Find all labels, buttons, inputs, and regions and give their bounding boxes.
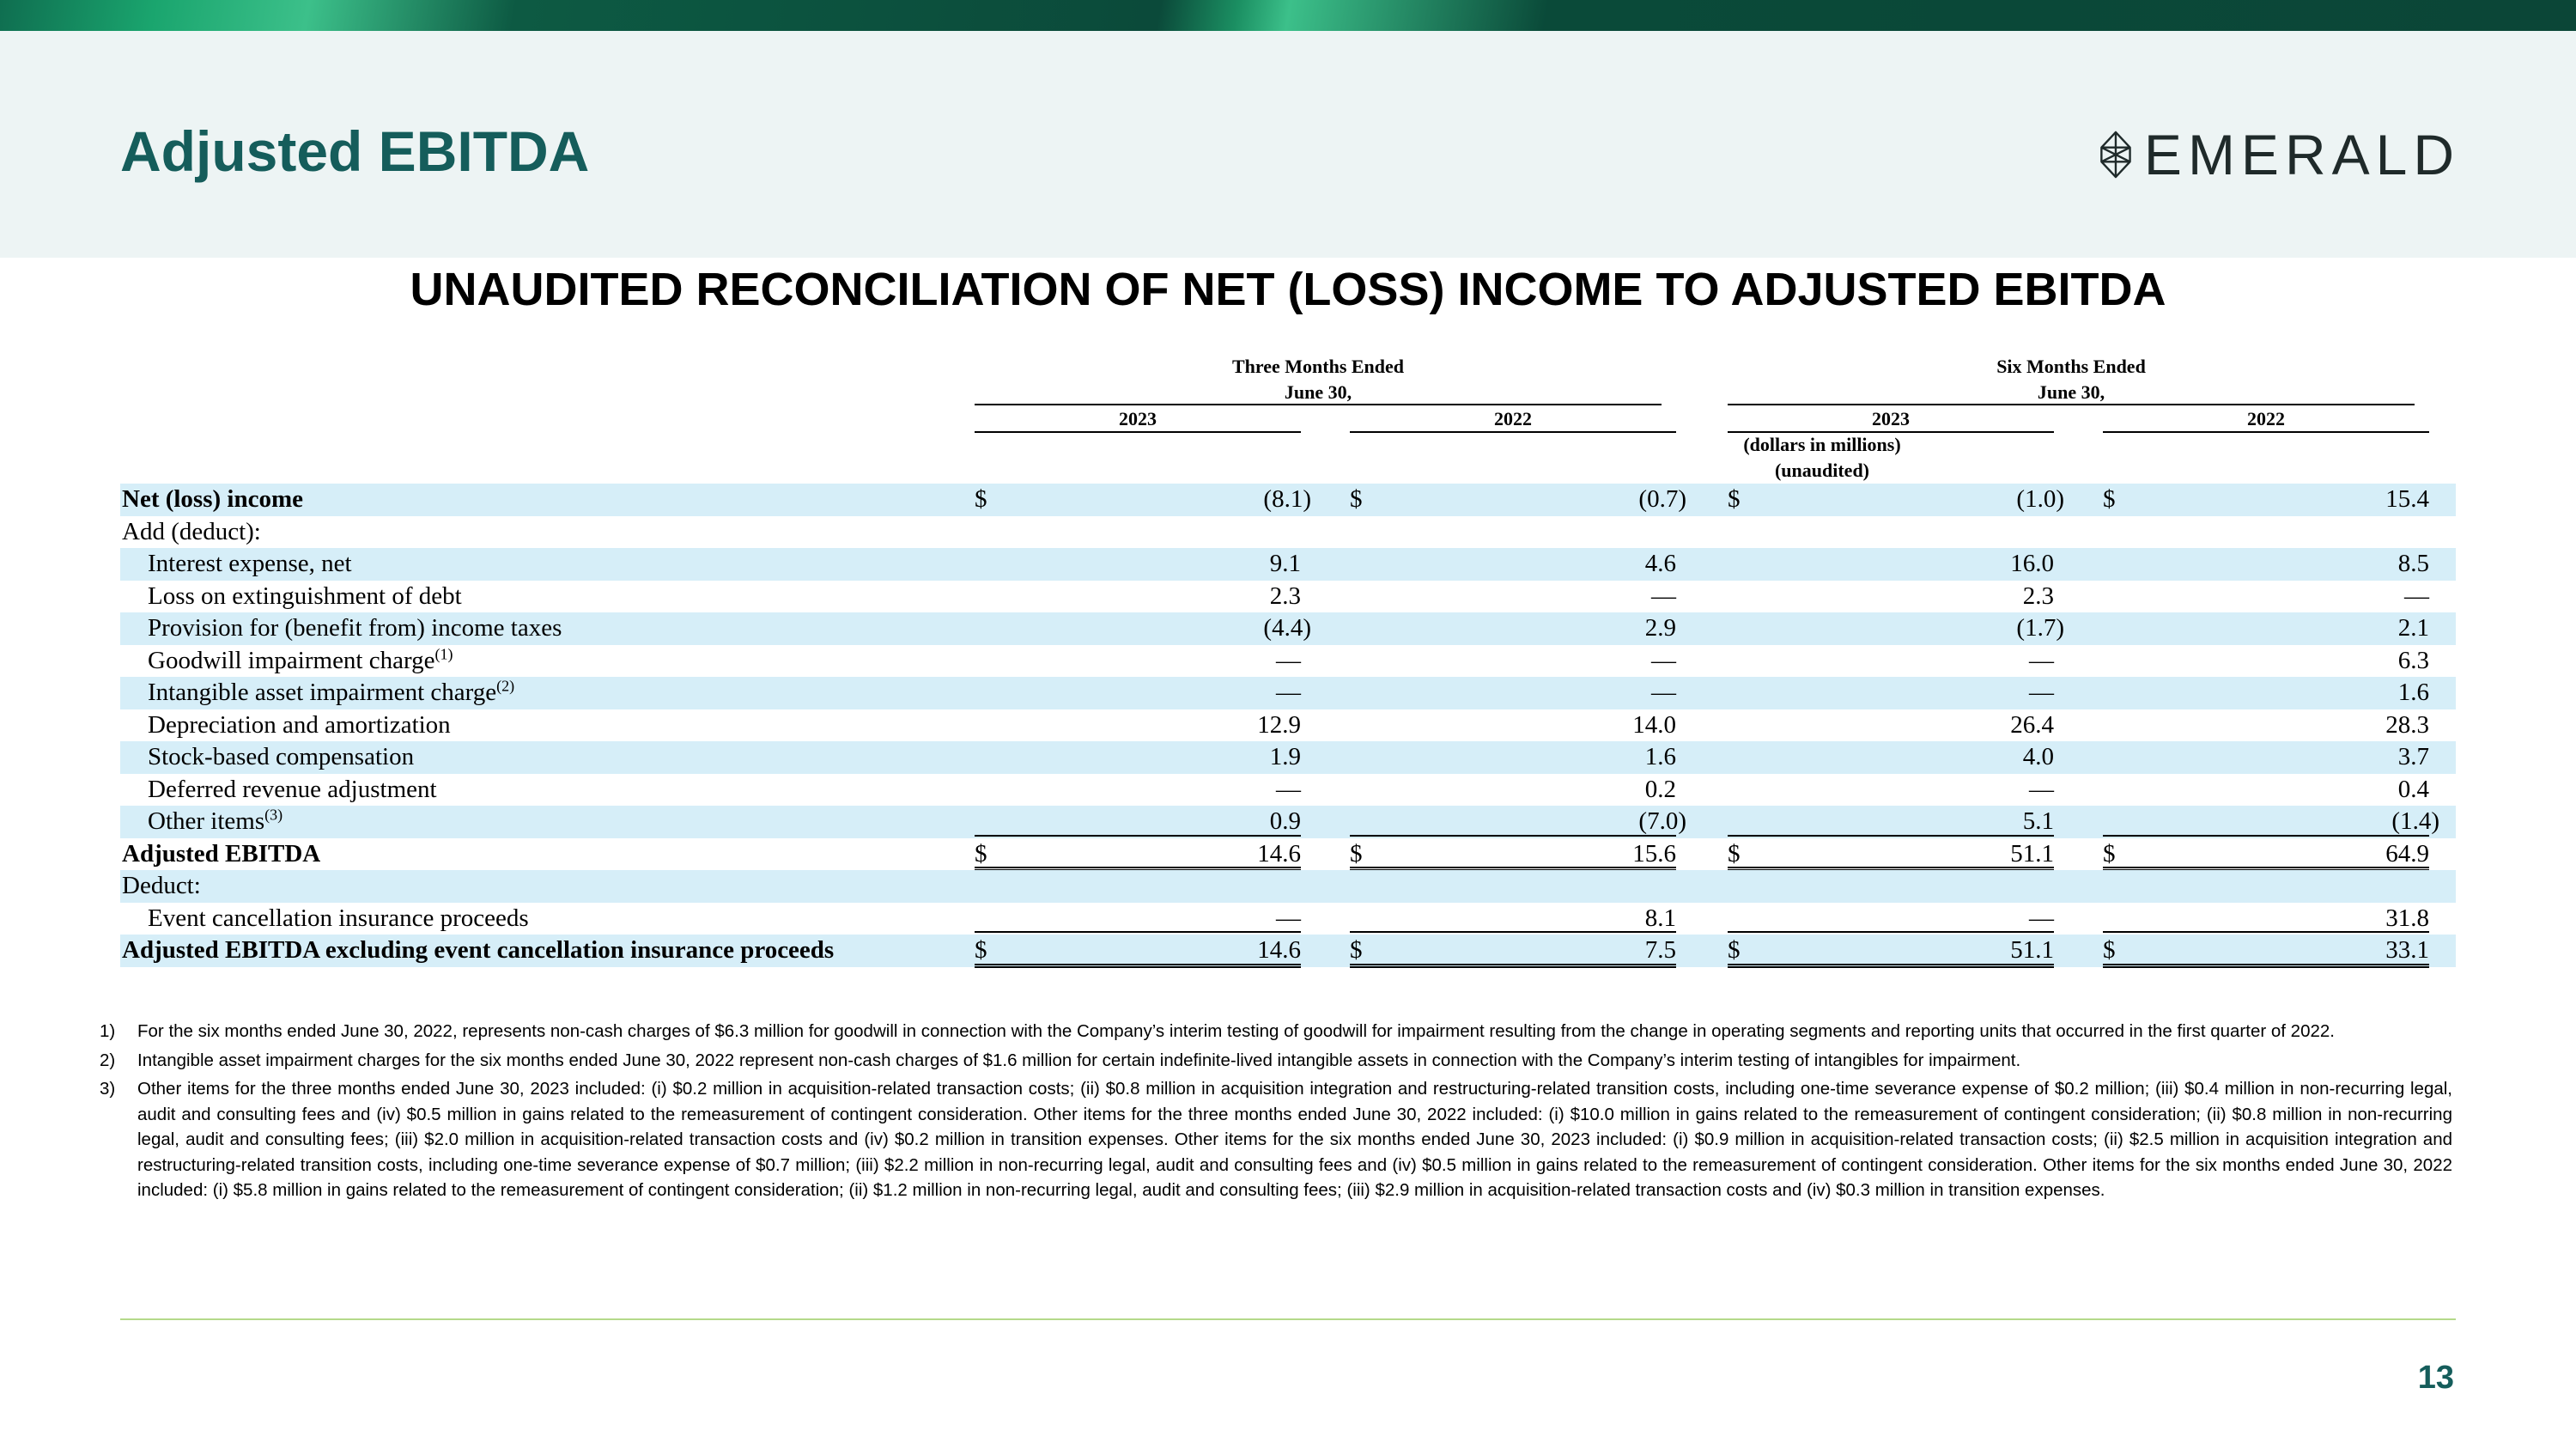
table-row bbox=[120, 516, 2456, 549]
table-cell: 15.4 bbox=[2385, 485, 2429, 513]
table-row bbox=[120, 870, 2456, 903]
row-label bbox=[122, 516, 261, 549]
currency-symbol: $ bbox=[975, 936, 987, 964]
table-cell: — bbox=[2029, 775, 2054, 803]
row-label-text: Deduct: bbox=[122, 872, 201, 899]
table-row bbox=[120, 581, 2456, 613]
table-cell: 5.1 bbox=[2022, 807, 2054, 835]
row-label bbox=[148, 903, 529, 935]
table-cell: 2.9 bbox=[1644, 614, 1676, 642]
group-header-line1: Six Months Ended bbox=[1996, 356, 2146, 377]
table-cell: 8.5 bbox=[2397, 550, 2429, 577]
logo-wordmark: EMERALD bbox=[2143, 123, 2460, 186]
table-cell: — bbox=[1651, 646, 1676, 674]
row-label bbox=[148, 741, 414, 774]
year-header: 2023 bbox=[1119, 408, 1157, 429]
year-rule bbox=[2103, 431, 2429, 433]
footnote-text: For the six months ended June 30, 2022, represents non-cash charges of $6.3 million for goodwill in connection with the Company’s interim testing of goodwill for impairment resulting from the change in operating segments and reporting units that occurred in the first quarter of 2022. bbox=[137, 1021, 2335, 1041]
column-group-header bbox=[1728, 354, 2415, 405]
group-header-line2: June 30, bbox=[1284, 381, 1352, 403]
bottom-divider bbox=[120, 1318, 2456, 1320]
row-label-text: Stock-based compensation bbox=[148, 743, 415, 770]
table-cell: — bbox=[1276, 775, 1301, 803]
footnote-number: 3) bbox=[100, 1079, 116, 1099]
table-row bbox=[120, 903, 2456, 935]
column-group-header bbox=[975, 354, 1662, 405]
table-row bbox=[120, 838, 2456, 871]
footnote-number: 2) bbox=[100, 1050, 116, 1070]
table-cell: (8.1) bbox=[1263, 485, 1311, 513]
row-label bbox=[122, 484, 303, 516]
table-cell: 2.1 bbox=[2397, 614, 2429, 642]
table-cell: 12.9 bbox=[1257, 710, 1301, 739]
group-header-line2: June 30, bbox=[2037, 381, 2105, 403]
table-cell: — bbox=[1651, 679, 1676, 706]
table-cell: 33.1 bbox=[2385, 936, 2429, 964]
footnote bbox=[100, 1019, 2452, 1044]
year-header: 2022 bbox=[1494, 408, 1532, 429]
table-cell: 0.9 bbox=[1269, 807, 1301, 835]
table-row bbox=[120, 935, 2456, 967]
row-label-text: Add (deduct): bbox=[122, 517, 261, 545]
footnote-marker: (1) bbox=[434, 644, 453, 662]
row-label-text: Loss on extinguishment of debt bbox=[148, 581, 462, 610]
table-cell: 51.1 bbox=[2010, 936, 2054, 964]
table-cell: — bbox=[2029, 679, 2054, 706]
table-cell: 0.4 bbox=[2397, 775, 2429, 803]
year-rule bbox=[975, 431, 1301, 433]
currency-symbol: $ bbox=[1728, 839, 1741, 868]
table-cell: 4.0 bbox=[2022, 743, 2054, 770]
currency-symbol: $ bbox=[1350, 839, 1363, 868]
table-cell: — bbox=[2029, 904, 2054, 932]
table-cell: 8.1 bbox=[1644, 904, 1676, 932]
units-note bbox=[1522, 432, 2123, 484]
currency-symbol: $ bbox=[1728, 485, 1741, 513]
top-gradient-band bbox=[0, 0, 2576, 31]
row-label-text: Goodwill impairment charge bbox=[148, 646, 435, 674]
table-row bbox=[120, 548, 2456, 581]
table-cell: 9.1 bbox=[1269, 550, 1301, 577]
table-cell: 7.5 bbox=[1644, 936, 1676, 964]
table-cell: 64.9 bbox=[2385, 839, 2429, 868]
row-label-text: Adjusted EBITDA excluding event cancellation insurance proceeds bbox=[122, 936, 835, 964]
row-label-text: Other items bbox=[148, 807, 265, 835]
footnotes bbox=[100, 1019, 2452, 1207]
row-label-text: Adjusted EBITDA bbox=[122, 839, 321, 868]
table-row bbox=[120, 806, 2456, 838]
table-cell: 1.6 bbox=[2397, 679, 2429, 706]
row-label bbox=[122, 870, 201, 903]
currency-symbol: $ bbox=[2103, 485, 2116, 513]
footnote-number: 1) bbox=[100, 1021, 116, 1041]
table-cell: 51.1 bbox=[2010, 839, 2054, 868]
table-row bbox=[120, 741, 2456, 774]
row-label bbox=[122, 838, 320, 871]
year-header: 2022 bbox=[2247, 408, 2285, 429]
table-cell: (1.4) bbox=[2391, 807, 2439, 835]
table-cell: 14.0 bbox=[1632, 710, 1676, 739]
table-cell: 6.3 bbox=[2397, 646, 2429, 674]
row-label-text: Interest expense, net bbox=[148, 550, 352, 577]
emerald-logo bbox=[2099, 112, 2460, 198]
table-cell: (0.7) bbox=[1638, 485, 1686, 513]
emerald-logo-icon bbox=[2099, 113, 2132, 196]
footnote-marker: (2) bbox=[496, 677, 515, 695]
row-label bbox=[148, 774, 437, 807]
row-label-text: Net (loss) income bbox=[122, 485, 304, 513]
table-cell: — bbox=[2029, 646, 2054, 674]
table-cell: — bbox=[1276, 904, 1301, 932]
row-label bbox=[148, 806, 283, 838]
page-title: Adjusted EBITDA bbox=[120, 119, 590, 183]
row-label bbox=[148, 677, 514, 709]
table-cell: 14.6 bbox=[1257, 936, 1301, 964]
currency-symbol: $ bbox=[1350, 936, 1363, 964]
table-cell: (1.0) bbox=[2016, 485, 2064, 513]
table-cell: 15.6 bbox=[1632, 839, 1676, 868]
row-label-text: Event cancellation insurance proceeds bbox=[148, 904, 529, 932]
table-cell: — bbox=[2404, 581, 2429, 610]
row-label bbox=[148, 645, 453, 678]
currency-symbol: $ bbox=[1728, 936, 1741, 964]
table-cell: — bbox=[1651, 581, 1676, 610]
currency-symbol: $ bbox=[2103, 839, 2116, 868]
row-label bbox=[148, 548, 352, 581]
row-label bbox=[148, 581, 462, 613]
table-cell: 1.6 bbox=[1644, 743, 1676, 770]
table-cell: 4.6 bbox=[1644, 550, 1676, 577]
table-cell: — bbox=[1276, 679, 1301, 706]
table-cell: 2.3 bbox=[2022, 581, 2054, 610]
table-row bbox=[120, 645, 2456, 678]
currency-symbol: $ bbox=[975, 485, 987, 513]
table-cell: (1.7) bbox=[2016, 614, 2064, 642]
page-number: 13 bbox=[2417, 1360, 2454, 1396]
footnote-marker: (3) bbox=[264, 806, 283, 824]
row-label bbox=[148, 612, 562, 645]
currency-symbol: $ bbox=[975, 839, 987, 868]
table-cell: (4.4) bbox=[1263, 614, 1311, 642]
year-header: 2023 bbox=[1872, 408, 1910, 429]
table-cell: 0.2 bbox=[1644, 775, 1676, 803]
table-cell: 26.4 bbox=[2010, 710, 2054, 739]
footnote-text: Other items for the three months ended June 30, 2023 included: (i) $0.2 million in acquisition-related transaction costs; (ii) $0.8 million in acquisition integration and restructuring-related transition costs, including one-time severance expense of $0.2 million; (iii) $0.4 million in non-recurring legal, audit and consulting fees and (iv) $0.5 million in gains related to the remeasurement of contingent consideration. Other items for the three months ended June 30, 2022 included: (i) $10.0 million in gains related to the remeasurement of contingent consideration; (ii) $0.8 million in non-recurring legal, audit and consulting fees; (iii) $2.0 million in acquisition-related transaction costs and (iv) $0.2 million in transition expenses. Other items for the six months ended June 30, 2023 included: (i) $0.9 million in acquisition-related transaction costs; (ii) $2.5 million in acquisition integration and restructuring-related transition costs, including one-time severance expense of $0.7 million; (iii) $2.2 million in non-recurring legal, audit and consulting fees and (iv) $0.5 million in gains related to the remeasurement of contingent consideration. Other items for the six months ended June 30, 2022 included: (i) $5.8 million in gains related to the remeasurement of contingent consideration; (ii) $1.2 million in non-recurring legal, audit and consulting fees; (iii) $2.9 million in acquisition-related transaction costs and (iv) $0.3 million in transition expenses. bbox=[137, 1079, 2452, 1200]
row-label bbox=[122, 935, 834, 967]
currency-symbol: $ bbox=[1350, 485, 1363, 513]
table-row bbox=[120, 612, 2456, 645]
footnote bbox=[100, 1048, 2452, 1074]
row-label bbox=[148, 709, 451, 742]
units-line1: (dollars in millions) bbox=[1743, 434, 1901, 455]
header-rule bbox=[975, 404, 1662, 405]
table-row bbox=[120, 709, 2456, 742]
header-rule bbox=[1728, 404, 2415, 405]
row-label-text: Depreciation and amortization bbox=[148, 710, 451, 739]
footnote bbox=[100, 1076, 2452, 1203]
table-row bbox=[120, 484, 2456, 516]
table-row bbox=[120, 677, 2456, 709]
table-cell: 2.3 bbox=[1269, 581, 1301, 610]
table-cell: 14.6 bbox=[1257, 839, 1301, 868]
row-label-text: Intangible asset impairment charge bbox=[148, 679, 497, 706]
group-header-line1: Three Months Ended bbox=[1231, 356, 1405, 377]
currency-symbol: $ bbox=[2103, 936, 2116, 964]
table-row bbox=[120, 774, 2456, 807]
table-subtitle: UNAUDITED RECONCILIATION OF NET (LOSS) INCOME TO ADJUSTED EBITDA bbox=[410, 264, 2166, 315]
table-cell: 1.9 bbox=[1269, 743, 1301, 770]
table-cell: (7.0) bbox=[1638, 807, 1686, 835]
table-cell: 31.8 bbox=[2385, 904, 2429, 932]
footnote-text: Intangible asset impairment charges for the six months ended June 30, 2022 represent non-cash charges of $1.6 million for certain indefinite-lived intangible assets in connection with the Company’s interim testing of intangibles for impairment. bbox=[137, 1050, 2021, 1070]
row-label-text: Provision for (benefit from) income taxes bbox=[148, 614, 562, 642]
table-cell: 16.0 bbox=[2010, 550, 2054, 577]
units-line2: (unaudited) bbox=[1774, 460, 1870, 481]
row-label-text: Deferred revenue adjustment bbox=[148, 775, 437, 803]
table-cell: — bbox=[1276, 646, 1301, 674]
table-cell: 28.3 bbox=[2385, 710, 2429, 739]
table-cell: 3.7 bbox=[2397, 743, 2429, 770]
